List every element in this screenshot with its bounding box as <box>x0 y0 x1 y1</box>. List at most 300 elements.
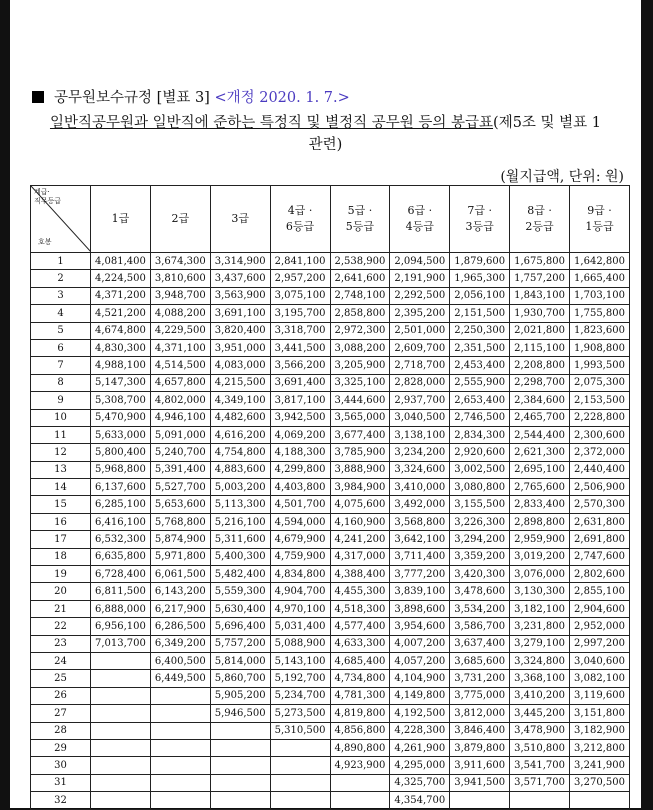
salary-cell: 6,532,300 <box>91 531 151 548</box>
salary-cell: 6,285,100 <box>91 496 151 513</box>
salary-cell: 3,019,200 <box>510 548 570 565</box>
table-row <box>31 792 630 809</box>
salary-cell: 4,577,400 <box>330 618 390 635</box>
salary-cell: 3,138,100 <box>390 426 450 443</box>
salary-cell: 5,400,300 <box>210 548 270 565</box>
salary-cell: 3,444,600 <box>330 392 390 409</box>
salary-cell: 1,993,500 <box>570 357 630 374</box>
salary-cell: 4,819,800 <box>330 705 390 722</box>
step-number-cell: 12 <box>31 444 91 461</box>
salary-cell: 2,570,300 <box>570 496 630 513</box>
salary-cell: 2,465,700 <box>510 409 570 426</box>
salary-cell: 5,696,400 <box>210 618 270 635</box>
salary-cell: 3,368,100 <box>510 670 570 687</box>
salary-cell: 3,888,900 <box>330 461 390 478</box>
salary-cell: 3,812,000 <box>450 705 510 722</box>
salary-cell: 3,846,400 <box>450 722 510 739</box>
salary-cell: 4,228,300 <box>390 722 450 739</box>
column-header: 2급 <box>150 186 210 253</box>
salary-cell <box>91 652 151 669</box>
salary-cell: 4,734,800 <box>330 670 390 687</box>
salary-cell: 3,182,100 <box>510 600 570 617</box>
salary-cell: 6,143,200 <box>150 583 210 600</box>
salary-cell: 3,777,200 <box>390 566 450 583</box>
table-row <box>31 409 630 426</box>
salary-cell: 2,858,800 <box>330 305 390 322</box>
step-number-cell: 7 <box>31 357 91 374</box>
title-line2: 관련) <box>308 137 343 153</box>
salary-cell: 4,890,800 <box>330 739 390 756</box>
salary-cell: 3,040,500 <box>390 409 450 426</box>
salary-cell: 2,555,900 <box>450 374 510 391</box>
salary-cell: 4,970,100 <box>270 600 330 617</box>
salary-cell: 4,594,000 <box>270 513 330 530</box>
salary-cell: 4,261,900 <box>390 739 450 756</box>
salary-cell: 3,445,200 <box>510 705 570 722</box>
salary-cell <box>91 687 151 704</box>
table-row <box>31 461 630 478</box>
step-number-cell: 23 <box>31 635 91 652</box>
salary-table-body <box>31 253 630 810</box>
salary-cell: 4,830,300 <box>91 339 151 356</box>
table-row <box>31 583 630 600</box>
step-number-cell: 27 <box>31 705 91 722</box>
salary-cell: 4,192,500 <box>390 705 450 722</box>
salary-cell: 6,286,500 <box>150 618 210 635</box>
salary-cell: 3,082,100 <box>570 670 630 687</box>
table-row <box>31 548 630 565</box>
salary-cell: 2,292,500 <box>390 287 450 304</box>
salary-cell <box>210 792 270 809</box>
salary-cell: 5,234,700 <box>270 687 330 704</box>
salary-cell: 3,942,500 <box>270 409 330 426</box>
table-row <box>31 253 630 270</box>
step-number-cell: 31 <box>31 774 91 791</box>
square-bullet-icon <box>32 91 44 103</box>
step-number-cell: 4 <box>31 305 91 322</box>
salary-cell: 5,003,200 <box>210 479 270 496</box>
salary-cell: 3,324,800 <box>510 652 570 669</box>
salary-cell: 4,388,400 <box>330 566 390 583</box>
salary-cell: 3,002,500 <box>450 461 510 478</box>
salary-cell: 2,453,400 <box>450 357 510 374</box>
salary-cell: 1,703,100 <box>570 287 630 304</box>
salary-cell: 4,317,000 <box>330 548 390 565</box>
salary-cell: 5,308,700 <box>91 392 151 409</box>
salary-cell <box>91 757 151 774</box>
salary-cell: 4,188,300 <box>270 444 330 461</box>
revision-date: <개정 2020. 1. 7.> <box>214 90 350 106</box>
salary-cell: 6,137,600 <box>91 479 151 496</box>
salary-cell: 5,143,100 <box>270 652 330 669</box>
salary-cell: 3,637,400 <box>450 635 510 652</box>
table-row <box>31 305 630 322</box>
salary-cell: 5,091,000 <box>150 426 210 443</box>
salary-cell: 4,215,500 <box>210 374 270 391</box>
step-number-cell: 14 <box>31 479 91 496</box>
salary-cell: 3,151,800 <box>570 705 630 722</box>
salary-cell: 5,310,500 <box>270 722 330 739</box>
step-number-cell: 30 <box>31 757 91 774</box>
salary-cell: 2,021,800 <box>510 322 570 339</box>
salary-cell: 3,565,000 <box>330 409 390 426</box>
table-row <box>31 705 630 722</box>
salary-cell <box>150 722 210 739</box>
salary-cell: 4,501,700 <box>270 496 330 513</box>
table-row <box>31 531 630 548</box>
salary-cell: 3,195,700 <box>270 305 330 322</box>
salary-cell: 2,384,600 <box>510 392 570 409</box>
salary-cell: 1,642,800 <box>570 253 630 270</box>
salary-cell: 4,455,300 <box>330 583 390 600</box>
salary-cell: 5,559,300 <box>210 583 270 600</box>
salary-cell: 3,820,400 <box>210 322 270 339</box>
salary-cell: 5,391,400 <box>150 461 210 478</box>
table-row <box>31 513 630 530</box>
salary-cell: 4,371,100 <box>150 339 210 356</box>
step-number-cell: 9 <box>31 392 91 409</box>
column-header: 7급 · 3등급 <box>450 186 510 253</box>
salary-cell: 3,231,800 <box>510 618 570 635</box>
table-row <box>31 496 630 513</box>
salary-cell: 4,674,800 <box>91 322 151 339</box>
table-row <box>31 339 630 356</box>
salary-cell: 2,250,300 <box>450 322 510 339</box>
salary-cell: 4,075,600 <box>330 496 390 513</box>
salary-cell: 3,241,900 <box>570 757 630 774</box>
regulation-name: 공무원보수규정 <box>54 90 153 106</box>
salary-cell: 1,823,600 <box>570 322 630 339</box>
salary-cell: 5,088,900 <box>270 635 330 652</box>
step-number-cell: 28 <box>31 722 91 739</box>
salary-cell: 2,904,600 <box>570 600 630 617</box>
salary-cell: 2,094,500 <box>390 253 450 270</box>
step-number-cell: 17 <box>31 531 91 548</box>
salary-cell: 2,151,500 <box>450 305 510 322</box>
salary-cell: 3,314,900 <box>210 253 270 270</box>
salary-cell: 1,757,200 <box>510 270 570 287</box>
salary-cell: 3,410,200 <box>510 687 570 704</box>
salary-cell: 4,224,500 <box>91 270 151 287</box>
salary-cell: 4,754,800 <box>210 444 270 461</box>
salary-cell <box>210 722 270 739</box>
salary-cell: 2,538,900 <box>330 253 390 270</box>
salary-cell: 3,691,100 <box>210 305 270 322</box>
salary-cell: 1,879,600 <box>450 253 510 270</box>
salary-cell: 2,959,900 <box>510 531 570 548</box>
salary-cell: 6,956,100 <box>91 618 151 635</box>
salary-cell: 3,130,300 <box>510 583 570 600</box>
salary-cell: 3,155,500 <box>450 496 510 513</box>
step-number-cell: 25 <box>31 670 91 687</box>
step-number-cell: 11 <box>31 426 91 443</box>
salary-cell: 4,088,200 <box>150 305 210 322</box>
table-row <box>31 739 630 756</box>
salary-cell: 2,920,600 <box>450 444 510 461</box>
salary-cell: 4,856,800 <box>330 722 390 739</box>
table-row <box>31 600 630 617</box>
salary-cell: 5,113,300 <box>210 496 270 513</box>
salary-cell: 6,888,000 <box>91 600 151 617</box>
salary-cell: 3,568,800 <box>390 513 450 530</box>
salary-cell: 3,879,800 <box>450 739 510 756</box>
salary-cell: 3,571,700 <box>510 774 570 791</box>
table-row <box>31 392 630 409</box>
salary-cell: 6,400,500 <box>150 652 210 669</box>
table-title <box>10 112 641 156</box>
salary-cell: 4,403,800 <box>270 479 330 496</box>
salary-cell: 1,965,300 <box>450 270 510 287</box>
salary-cell <box>450 792 510 809</box>
header-row <box>31 186 630 253</box>
step-number-cell: 19 <box>31 566 91 583</box>
salary-cell: 4,083,000 <box>210 357 270 374</box>
salary-cell: 5,874,900 <box>150 531 210 548</box>
salary-cell: 6,061,500 <box>150 566 210 583</box>
salary-cell: 2,115,100 <box>510 339 570 356</box>
salary-cell: 4,904,700 <box>270 583 330 600</box>
salary-cell: 3,810,600 <box>150 270 210 287</box>
salary-cell <box>91 774 151 791</box>
salary-cell: 3,226,300 <box>450 513 510 530</box>
salary-cell: 1,843,100 <box>510 287 570 304</box>
salary-cell: 2,395,200 <box>390 305 450 322</box>
unit-note: (월지급액, 단위: 원) <box>500 169 624 185</box>
salary-cell: 6,811,500 <box>91 583 151 600</box>
salary-cell: 4,834,800 <box>270 566 330 583</box>
salary-cell: 5,814,000 <box>210 652 270 669</box>
salary-cell <box>91 739 151 756</box>
salary-cell: 4,514,500 <box>150 357 210 374</box>
salary-cell: 2,957,200 <box>270 270 330 287</box>
salary-cell: 5,311,600 <box>210 531 270 548</box>
salary-cell: 5,633,000 <box>91 426 151 443</box>
salary-cell: 3,951,000 <box>210 339 270 356</box>
column-header: 5급 · 5등급 <box>330 186 390 253</box>
salary-cell: 3,492,000 <box>390 496 450 513</box>
salary-cell <box>270 757 330 774</box>
salary-cell <box>270 774 330 791</box>
table-row <box>31 426 630 443</box>
salary-cell: 3,948,700 <box>150 287 210 304</box>
salary-cell: 3,731,200 <box>450 670 510 687</box>
step-number-cell: 6 <box>31 339 91 356</box>
corner-header-cell <box>31 186 91 253</box>
table-row <box>31 270 630 287</box>
salary-cell: 2,746,500 <box>450 409 510 426</box>
salary-cell: 2,952,000 <box>570 618 630 635</box>
regulation-header <box>32 86 350 107</box>
salary-cell: 3,984,900 <box>330 479 390 496</box>
salary-cell: 5,273,500 <box>270 705 330 722</box>
salary-cell: 3,270,500 <box>570 774 630 791</box>
salary-cell: 5,800,400 <box>91 444 151 461</box>
salary-cell: 2,937,700 <box>390 392 450 409</box>
salary-cell: 2,653,400 <box>450 392 510 409</box>
salary-cell: 3,478,600 <box>450 583 510 600</box>
step-number-cell: 29 <box>31 739 91 756</box>
salary-cell: 2,748,100 <box>330 287 390 304</box>
salary-cell: 3,898,600 <box>390 600 450 617</box>
salary-cell: 3,785,900 <box>330 444 390 461</box>
salary-cell: 3,080,800 <box>450 479 510 496</box>
salary-cell: 4,229,500 <box>150 322 210 339</box>
salary-cell <box>91 722 151 739</box>
salary-cell: 2,855,100 <box>570 583 630 600</box>
salary-cell: 3,040,600 <box>570 652 630 669</box>
salary-cell: 2,718,700 <box>390 357 450 374</box>
salary-cell: 4,923,900 <box>330 757 390 774</box>
salary-cell <box>150 739 210 756</box>
salary-cell: 3,478,900 <box>510 722 570 739</box>
salary-cell <box>270 739 330 756</box>
salary-cell: 2,828,000 <box>390 374 450 391</box>
salary-cell: 1,908,800 <box>570 339 630 356</box>
salary-cell: 2,972,300 <box>330 322 390 339</box>
salary-cell: 2,191,900 <box>390 270 450 287</box>
salary-cell: 4,295,000 <box>390 757 450 774</box>
table-row <box>31 635 630 652</box>
salary-cell: 1,675,800 <box>510 253 570 270</box>
salary-cell <box>330 774 390 791</box>
table-row <box>31 652 630 669</box>
salary-cell <box>150 705 210 722</box>
salary-cell: 3,711,400 <box>390 548 450 565</box>
salary-cell: 3,088,200 <box>330 339 390 356</box>
table-row <box>31 722 630 739</box>
salary-cell: 4,633,300 <box>330 635 390 652</box>
salary-cell <box>91 792 151 809</box>
step-number-cell: 21 <box>31 600 91 617</box>
salary-cell: 2,372,000 <box>570 444 630 461</box>
salary-cell: 3,076,000 <box>510 566 570 583</box>
salary-cell: 2,997,200 <box>570 635 630 652</box>
salary-cell: 2,298,700 <box>510 374 570 391</box>
salary-cell: 4,802,000 <box>150 392 210 409</box>
salary-cell: 1,930,700 <box>510 305 570 322</box>
step-number-cell: 2 <box>31 270 91 287</box>
salary-cell <box>210 739 270 756</box>
table-row <box>31 774 630 791</box>
salary-cell: 4,241,200 <box>330 531 390 548</box>
step-number-cell: 16 <box>31 513 91 530</box>
salary-cell: 3,279,100 <box>510 635 570 652</box>
salary-cell: 2,208,800 <box>510 357 570 374</box>
table-row <box>31 322 630 339</box>
salary-cell: 3,324,600 <box>390 461 450 478</box>
salary-cell: 3,817,100 <box>270 392 330 409</box>
step-number-cell: 26 <box>31 687 91 704</box>
salary-cell: 3,566,200 <box>270 357 330 374</box>
salary-cell: 4,149,800 <box>390 687 450 704</box>
salary-cell: 4,883,600 <box>210 461 270 478</box>
salary-cell: 4,946,100 <box>150 409 210 426</box>
salary-cell: 6,728,400 <box>91 566 151 583</box>
salary-cell: 4,759,900 <box>270 548 330 565</box>
salary-cell: 3,839,100 <box>390 583 450 600</box>
salary-cell: 2,641,600 <box>330 270 390 287</box>
salary-cell: 3,941,500 <box>450 774 510 791</box>
step-number-cell: 10 <box>31 409 91 426</box>
salary-cell: 3,205,900 <box>330 357 390 374</box>
salary-cell: 6,349,200 <box>150 635 210 652</box>
salary-cell: 4,518,300 <box>330 600 390 617</box>
salary-cell: 2,501,000 <box>390 322 450 339</box>
salary-cell: 3,325,100 <box>330 374 390 391</box>
salary-cell: 4,371,200 <box>91 287 151 304</box>
table-row <box>31 374 630 391</box>
salary-cell: 2,898,800 <box>510 513 570 530</box>
salary-cell: 4,354,700 <box>390 792 450 809</box>
salary-cell: 4,521,200 <box>91 305 151 322</box>
salary-cell: 3,075,100 <box>270 287 330 304</box>
salary-cell: 3,441,500 <box>270 339 330 356</box>
salary-cell: 2,544,400 <box>510 426 570 443</box>
salary-cell: 3,563,900 <box>210 287 270 304</box>
salary-cell <box>91 670 151 687</box>
title-main: 일반직공무원과 일반직에 준하는 특정직 및 별정직 공무원 등의 봉급표 <box>49 115 494 131</box>
salary-cell: 3,420,300 <box>450 566 510 583</box>
salary-cell: 3,674,300 <box>150 253 210 270</box>
salary-cell <box>210 774 270 791</box>
salary-cell: 4,482,600 <box>210 409 270 426</box>
table-row <box>31 618 630 635</box>
salary-cell: 4,657,800 <box>150 374 210 391</box>
column-header: 3급 <box>210 186 270 253</box>
salary-cell <box>330 792 390 809</box>
salary-cell: 4,349,100 <box>210 392 270 409</box>
salary-cell: 2,834,300 <box>450 426 510 443</box>
salary-cell: 2,075,300 <box>570 374 630 391</box>
column-header: 4급 · 6등급 <box>270 186 330 253</box>
salary-cell <box>570 792 630 809</box>
salary-cell: 4,007,200 <box>390 635 450 652</box>
table-row <box>31 566 630 583</box>
salary-cell: 3,294,200 <box>450 531 510 548</box>
salary-cell: 3,534,200 <box>450 600 510 617</box>
salary-cell: 2,747,600 <box>570 548 630 565</box>
table-row <box>31 757 630 774</box>
salary-cell: 2,506,900 <box>570 479 630 496</box>
step-number-cell: 20 <box>31 583 91 600</box>
column-header: 1급 <box>91 186 151 253</box>
salary-cell <box>150 757 210 774</box>
salary-cell: 5,971,800 <box>150 548 210 565</box>
appendix-label: [별표 3] <box>156 90 210 106</box>
salary-cell: 4,299,800 <box>270 461 330 478</box>
salary-cell: 1,755,800 <box>570 305 630 322</box>
salary-cell: 4,081,400 <box>91 253 151 270</box>
step-number-cell: 13 <box>31 461 91 478</box>
table-row <box>31 444 630 461</box>
table-row <box>31 687 630 704</box>
salary-cell: 3,510,800 <box>510 739 570 756</box>
table-row <box>31 479 630 496</box>
salary-cell: 2,153,500 <box>570 392 630 409</box>
salary-cell: 2,765,600 <box>510 479 570 496</box>
salary-cell: 3,911,600 <box>450 757 510 774</box>
salary-cell <box>150 792 210 809</box>
salary-cell: 2,228,800 <box>570 409 630 426</box>
salary-cell <box>91 705 151 722</box>
salary-cell: 2,056,100 <box>450 287 510 304</box>
salary-cell: 4,616,200 <box>210 426 270 443</box>
step-number-cell: 15 <box>31 496 91 513</box>
salary-cell: 2,440,400 <box>570 461 630 478</box>
column-header: 8급 · 2등급 <box>510 186 570 253</box>
step-number-cell: 8 <box>31 374 91 391</box>
salary-cell: 3,359,200 <box>450 548 510 565</box>
